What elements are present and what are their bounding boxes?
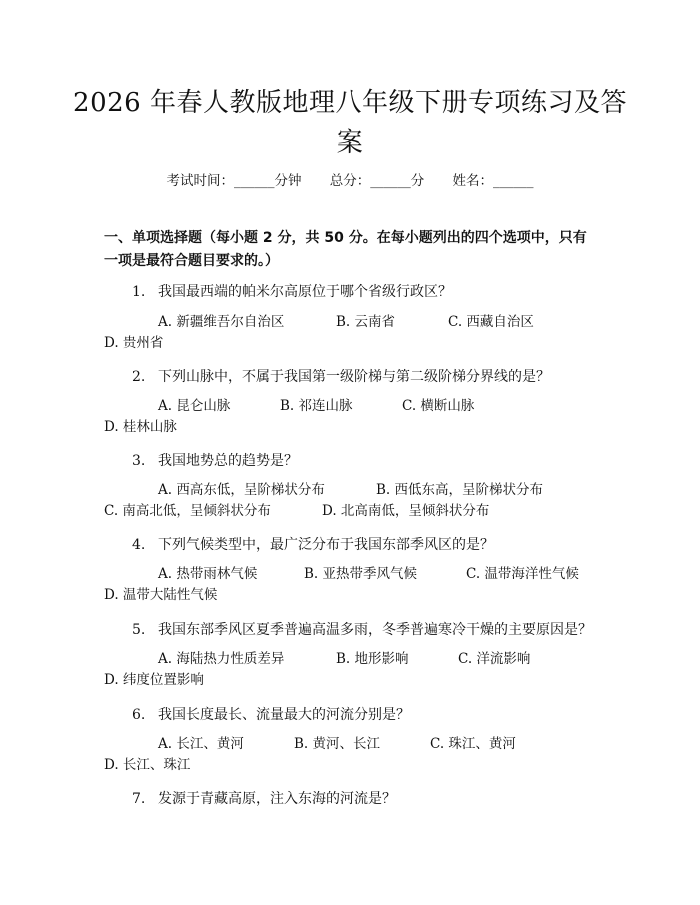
question-number: 4. (132, 537, 146, 553)
question-text: 我国最西端的帕米尔高原位于哪个省级行政区？ (158, 284, 452, 300)
option-b: B. 地形影响 (336, 651, 409, 667)
option-d: D. 长江、珠江 (104, 757, 191, 773)
question-text: 我国东部季风区夏季普遍高温多雨，冬季普遍寒冷干燥的主要原因是？ (158, 622, 592, 638)
options-5 (104, 649, 596, 691)
options-1 (104, 312, 596, 354)
options-4 (104, 564, 596, 606)
option-b: B. 祁连山脉 (280, 398, 353, 414)
question-text: 下列气候类型中，最广泛分布于我国东部季风区的是？ (158, 537, 494, 553)
option-a: A. 新疆维吾尔自治区 (158, 314, 285, 330)
option-b: B. 云南省 (336, 314, 396, 330)
question-4 (132, 534, 494, 554)
question-text: 下列山脉中，不属于我国第一级阶梯与第二级阶梯分界线的是？ (158, 369, 550, 385)
question-number: 7. (132, 791, 146, 807)
option-a: A. 海陆热力性质差异 (158, 651, 285, 667)
option-c: C. 南高北低，呈倾斜状分布 (104, 503, 271, 519)
exam-score: 总分：______分 (329, 173, 425, 189)
option-c: C. 珠江、黄河 (430, 736, 516, 752)
question-number: 3. (132, 453, 146, 469)
option-b: B. 亚热带季风气候 (304, 566, 418, 582)
question-text: 我国长度最长、流量最大的河流分别是？ (158, 707, 410, 723)
question-text: 发源于青藏高原，注入东海的河流是？ (158, 791, 396, 807)
page-title: 2026 年春人教版地理八年级下册专项练习及答案 (73, 88, 627, 158)
option-a: A. 西高东低，呈阶梯状分布 (158, 482, 325, 498)
exam-name: 姓名：______ (452, 173, 534, 189)
option-d: D. 贵州省 (104, 335, 164, 351)
question-number: 1. (132, 284, 146, 300)
question-number: 2. (132, 369, 146, 385)
options-6 (104, 734, 596, 776)
option-c: C. 横断山脉 (402, 398, 475, 414)
option-b: B. 黄河、长江 (294, 736, 381, 752)
option-a: A. 长江、黄河 (158, 736, 244, 752)
question-number: 5. (132, 622, 146, 638)
question-text: 我国地势总的趋势是？ (158, 453, 298, 469)
option-b: B. 西低东高，呈阶梯状分布 (376, 482, 544, 498)
option-a: A. 热带雨林气候 (158, 566, 258, 582)
option-a: A. 昆仑山脉 (158, 398, 231, 414)
option-d: D. 温带大陆性气候 (104, 587, 218, 603)
option-d: D. 北高南低，呈倾斜状分布 (322, 503, 490, 519)
question-3 (132, 450, 298, 470)
option-d: D. 桂林山脉 (104, 419, 177, 435)
options-2 (104, 396, 596, 438)
exam-meta (0, 169, 700, 189)
question-6 (132, 704, 410, 724)
options-3 (104, 480, 596, 522)
question-number: 6. (132, 707, 146, 723)
option-c: C. 洋流影响 (458, 651, 531, 667)
section-heading: 一、单项选择题（每小题 2 分，共 50 分。在每小题列出的四个选项中，只有一项是最符合题目要求的。） (104, 230, 587, 269)
exam-time: 考试时间：______分钟 (166, 173, 302, 189)
option-c: C. 西藏自治区 (448, 314, 534, 330)
question-7 (132, 788, 396, 808)
question-5 (132, 619, 592, 639)
question-2 (132, 366, 550, 386)
question-1 (132, 281, 452, 301)
option-c: C. 温带海洋性气候 (466, 566, 579, 582)
option-d: D. 纬度位置影响 (104, 672, 204, 688)
